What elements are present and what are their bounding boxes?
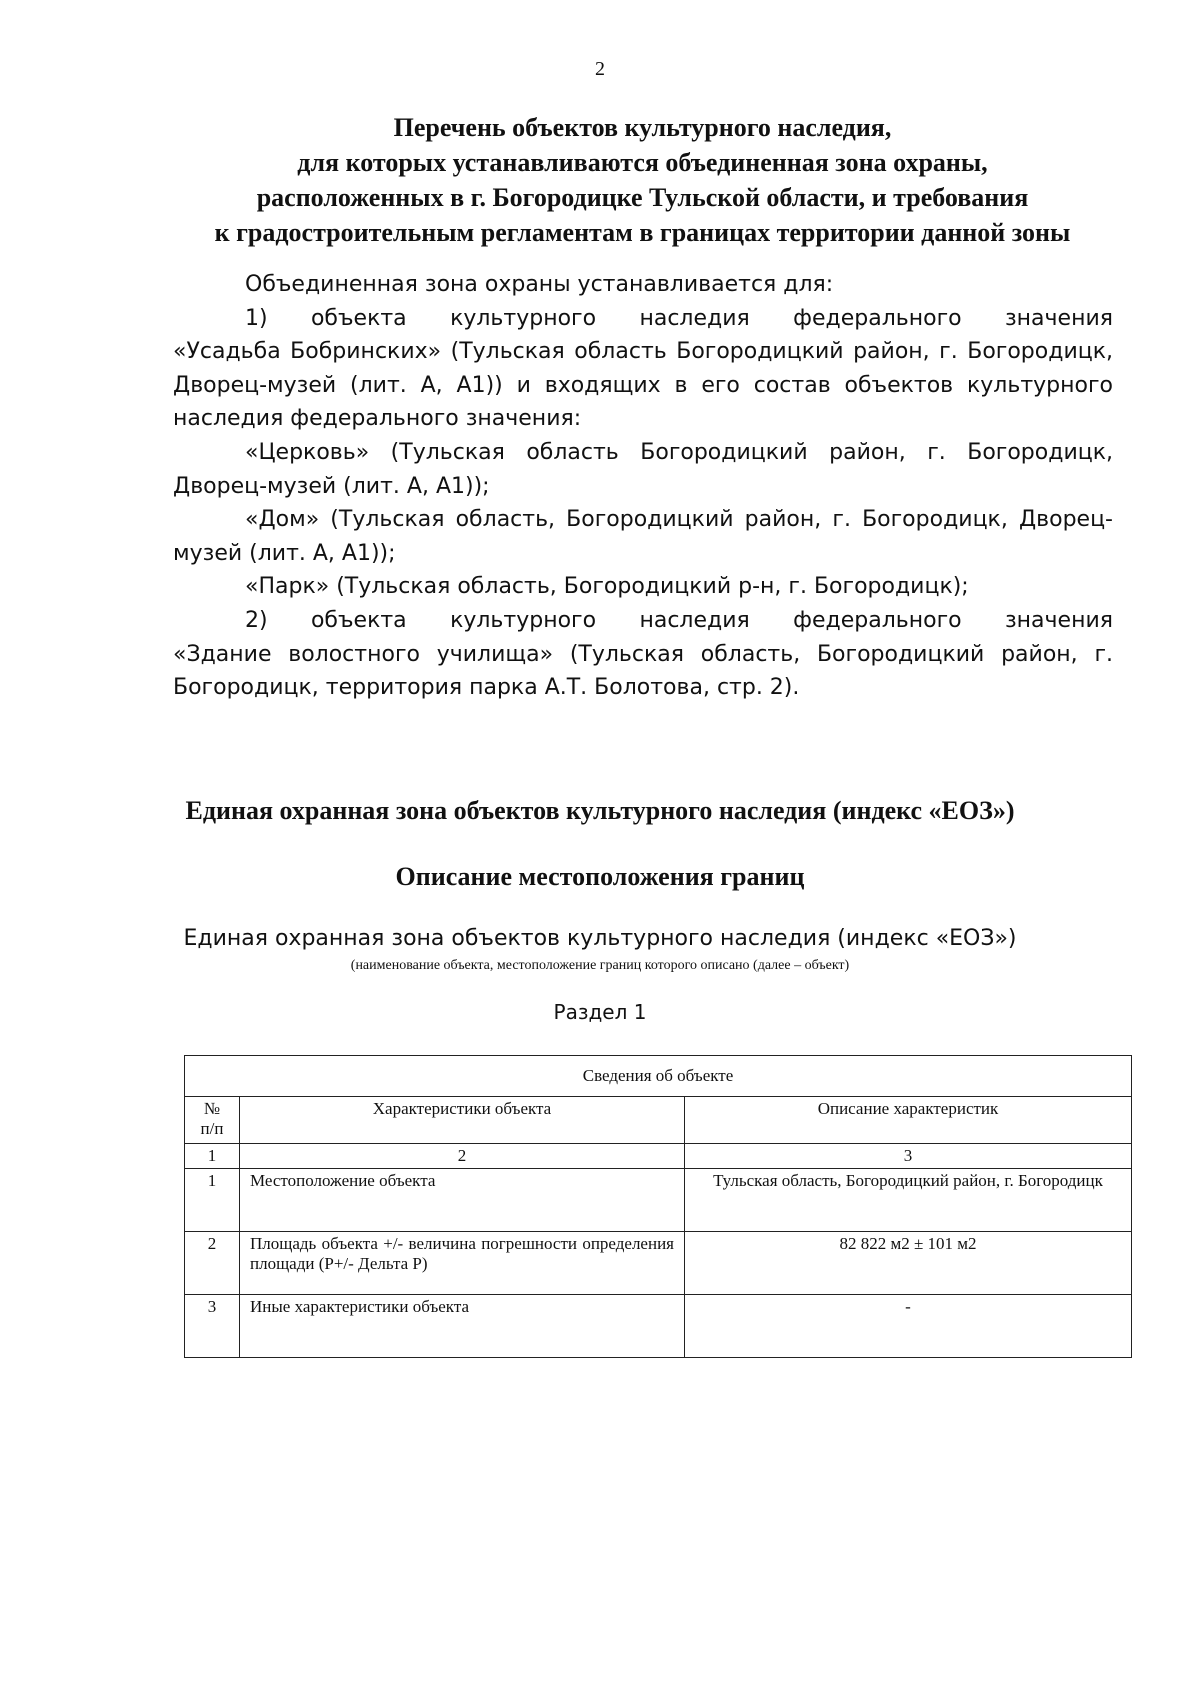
table-header-row (185, 1097, 1132, 1144)
header-characteristic: Характеристики объекта (240, 1097, 685, 1144)
item2-rest: «Здание волостного училища» (Тульская область, Богородицкий район, г. Богородицк, территория парка А.Т. Болотова, стр. 2). (173, 641, 1113, 701)
intro-paragraph: Объединенная зона охраны устанавливается для: (245, 272, 834, 297)
row-characteristic: Иные характеристики объекта (240, 1295, 685, 1358)
boundary-description-heading: Описание местоположения границ (395, 862, 805, 891)
column-number: 1 (185, 1144, 240, 1169)
object-name: Единая охранная зона объектов культурного наследия (индекс «ЕОЗ») (183, 926, 1017, 951)
object-caption: (наименование объекта, местоположение границ которого описано (далее – объект) (350, 958, 850, 973)
row-description: 82 822 м2 ± 101 м2 (685, 1232, 1132, 1295)
item1-rest: «Усадьба Бобринских» (Тульская область Богородицкий район, г. Богородицк, Дворец-музей (лит. А, А1)) и входящих в его состав объектов культурного наследия федерального значения: (173, 339, 1113, 432)
document-title (170, 110, 1115, 250)
church-paragraph: «Церковь» (Тульская область Богородицкий район, г. Богородицк, Дворец-музей (лит. А, А1)); (173, 439, 1113, 499)
row-characteristic: Площадь объекта +/- величина погрешности определения площади (Р+/- Дельта Р) (240, 1232, 685, 1295)
table-row (185, 1232, 1132, 1295)
header-num: № п/п (185, 1097, 240, 1144)
item2-lead: 2) объекта культурного наследия федерального значения (245, 607, 1113, 633)
title-line: для которых устанавливаются объединенная зона охраны, (297, 148, 988, 177)
section-label: Раздел 1 (553, 1000, 647, 1024)
column-number-row (185, 1144, 1132, 1169)
column-number: 3 (685, 1144, 1132, 1169)
item1-lead: 1) объекта культурного наследия федерального значения (245, 305, 1113, 331)
body-text (173, 268, 1113, 705)
row-num: 2 (185, 1232, 240, 1295)
row-num: 3 (185, 1295, 240, 1358)
title-line: к градостроительным регламентам в границах территории данной зоны (214, 218, 1071, 247)
zone-heading: Единая охранная зона объектов культурного наследия (индекс «ЕОЗ») (185, 796, 1015, 825)
title-line: Перечень объектов культурного наследия, (393, 113, 892, 142)
table-row (185, 1295, 1132, 1358)
row-characteristic: Местоположение объекта (240, 1169, 685, 1232)
row-description: - (685, 1295, 1132, 1358)
table-caption: Сведения об объекте (185, 1056, 1132, 1097)
park-paragraph: «Парк» (Тульская область, Богородицкий р-н, г. Богородицк); (245, 574, 969, 600)
page-number: 2 (595, 58, 605, 80)
column-number: 2 (240, 1144, 685, 1169)
row-num: 1 (185, 1169, 240, 1232)
object-info-table (184, 1055, 1132, 1358)
header-description: Описание характеристик (685, 1097, 1132, 1144)
row-description: Тульская область, Богородицкий район, г. Богородицк (685, 1169, 1132, 1232)
house-paragraph: «Дом» (Тульская область, Богородицкий район, г. Богородицк, Дворец-музей (лит. А, А1)); (173, 507, 1113, 566)
table-row (185, 1169, 1132, 1232)
title-line: расположенных в г. Богородицке Тульской области, и требования (256, 183, 1029, 212)
